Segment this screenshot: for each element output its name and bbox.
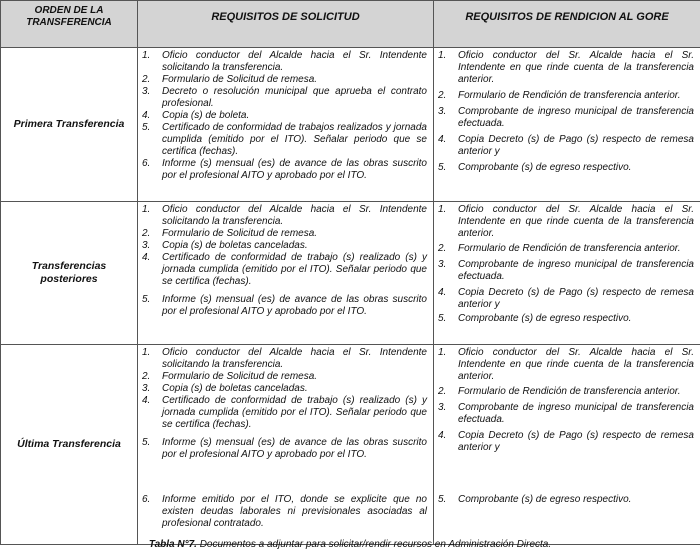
- header-rendicion: REQUISITOS DE RENDICION AL GORE: [434, 1, 700, 48]
- list-item: 5. Comprobante (s) de egreso respectivo.: [438, 162, 632, 173]
- list-item: 3. Comprobante de ingreso municipal de transferencia efectuada.: [438, 259, 694, 282]
- list-item: 1. Oficio conductor del Alcalde hacia el Sr. Intendente solicitando la transferencia.: [142, 50, 427, 73]
- table-header-row: [1, 1, 700, 48]
- row-label-ultima: Última Transferencia: [1, 345, 138, 545]
- list-item: 4. Copia Decreto (s) de Pago (s) respecto de remesa anterior y: [438, 430, 694, 453]
- list-item: 4. Copia (s) de boleta.: [142, 110, 250, 121]
- list-item: 1. Oficio conductor del Alcalde hacia el Sr. Intendente solicitando la transferencia.: [142, 204, 427, 227]
- row-label-primera: Primera Transferencia: [1, 48, 138, 202]
- list-item: 5. Comprobante (s) de egreso respectivo.: [438, 313, 632, 324]
- list-item: 4. Copia Decreto (s) de Pago (s) respecto de remesa anterior y: [438, 287, 694, 310]
- solicitud-cell: [138, 48, 434, 202]
- list-item: 1. Oficio conductor del Sr. Alcalde hacia el Sr. Intendente en que rinde cuenta de la transferencia anterior.: [438, 204, 694, 239]
- list-item: 6. Informe emitido por el ITO, donde se explicite que no existen deudas laborales ni previsionales asociadas al profesional contratado.: [142, 494, 427, 529]
- list-item: 3. Decreto o resolución municipal que aprueba el contrato profesional.: [142, 86, 427, 109]
- list-item: 3. Comprobante de ingreso municipal de transferencia efectuada.: [438, 106, 694, 129]
- list-item: 2. Formulario de Rendición de transferencia anterior.: [438, 386, 681, 397]
- list-item: 6. Informe (s) mensual (es) de avance de las obras suscrito por el profesional AITO y aprobado por el ITO.: [142, 158, 427, 181]
- caption-label: Tabla N°7.: [148, 539, 197, 550]
- list-item: 3. Copia (s) de boletas canceladas.: [142, 383, 308, 394]
- list-item: 1. Oficio conductor del Sr. Alcalde hacia el Sr. Intendente en que rinde cuenta de la transferencia anterior.: [438, 347, 694, 382]
- rendicion-cell: [434, 202, 700, 345]
- list-item: 5. Informe (s) mensual (es) de avance de las obras suscrito por el profesional AITO y aprobado por el ITO.: [142, 437, 427, 460]
- list-item: 2. Formulario de Solicitud de remesa.: [142, 371, 318, 382]
- list-item: 4. Certificado de conformidad de trabajo (s) realizado (s) y jornada cumplida (emitido por el ITO). Señalar periodo que se certifica (fechas).: [142, 395, 427, 430]
- list-item: 5. Comprobante (s) de egreso respectivo.: [438, 494, 632, 505]
- list-item: 4. Copia Decreto (s) de Pago (s) respecto de remesa anterior y: [438, 134, 694, 157]
- header-orden: ORDEN DE LA TRANSFERENCIA: [1, 1, 138, 48]
- caption-text: Documentos a adjuntar para solicitar/rendir recursos en Administración Directa.: [196, 539, 552, 550]
- list-item: 2. Formulario de Rendición de transferencia anterior.: [438, 90, 681, 101]
- header-solicitud: REQUISITOS DE SOLICITUD: [138, 1, 434, 48]
- list-item: 1. Oficio conductor del Alcalde hacia el Sr. Intendente solicitando la transferencia.: [142, 347, 427, 370]
- list-item: 5. Informe (s) mensual (es) de avance de las obras suscrito por el profesional AITO y aprobado por el ITO.: [142, 294, 427, 317]
- list-item: 5. Certificado de conformidad de trabajos realizados y jornada cumplida (emitido por el ITO). Señalar periodo que se certifica (fechas).: [142, 122, 427, 157]
- table-row: [1, 48, 700, 202]
- list-item: 3. Copia (s) de boletas canceladas.: [142, 240, 308, 251]
- table-row: [1, 345, 700, 545]
- list-item: 2. Formulario de Solicitud de remesa.: [142, 74, 318, 85]
- list-item: 3. Comprobante de ingreso municipal de transferencia efectuada.: [438, 402, 694, 425]
- list-item: 1. Oficio conductor del Sr. Alcalde hacia el Sr. Intendente en que rinde cuenta de la transferencia anterior.: [438, 50, 694, 85]
- list-item: 4. Certificado de conformidad de trabajo (s) realizado (s) y jornada cumplida (emitido por el ITO). Señalar periodo que se certifica (fechas).: [142, 252, 427, 287]
- table-caption: [0, 539, 700, 550]
- rendicion-cell: [434, 48, 700, 202]
- list-item: 2. Formulario de Solicitud de remesa.: [142, 228, 318, 239]
- rendicion-cell: [434, 345, 700, 545]
- table-row: [1, 202, 700, 345]
- list-item: 2. Formulario de Rendición de transferencia anterior.: [438, 243, 681, 254]
- solicitud-cell: [138, 202, 434, 345]
- row-label-posteriores: Transferencias posteriores: [1, 202, 138, 345]
- solicitud-cell: [138, 345, 434, 545]
